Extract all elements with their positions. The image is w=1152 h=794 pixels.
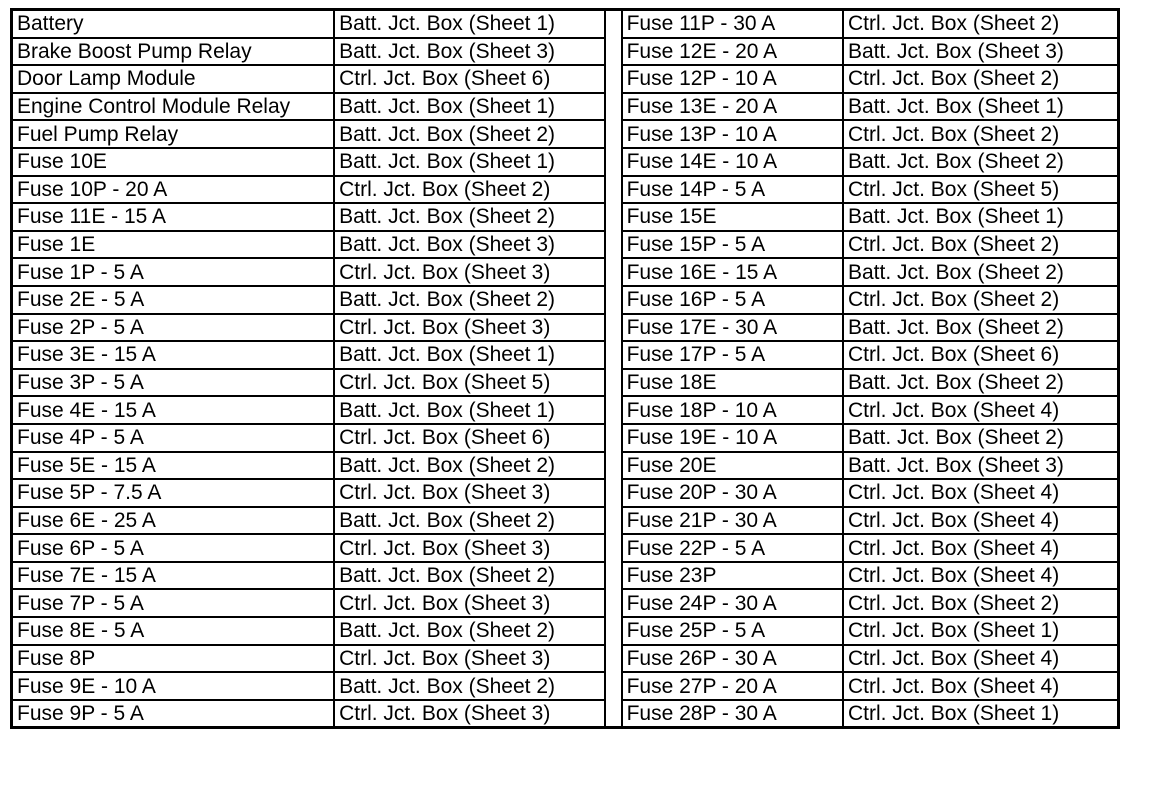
left-component-location: Batt. Jct. Box (Sheet 2) <box>334 507 604 535</box>
left-component-location: Ctrl. Jct. Box (Sheet 3) <box>334 534 604 562</box>
table-row <box>12 148 1119 176</box>
column-gap <box>605 617 622 645</box>
right-component-name: Fuse 15E <box>622 203 843 231</box>
right-component-location: Ctrl. Jct. Box (Sheet 4) <box>843 534 1119 562</box>
right-component-location: Ctrl. Jct. Box (Sheet 2) <box>843 120 1119 148</box>
left-component-location: Ctrl. Jct. Box (Sheet 3) <box>334 645 604 673</box>
right-component-name: Fuse 20P - 30 A <box>622 479 843 507</box>
left-component-location: Batt. Jct. Box (Sheet 2) <box>334 286 604 314</box>
right-component-location: Ctrl. Jct. Box (Sheet 4) <box>843 672 1119 700</box>
left-component-name: Fuel Pump Relay <box>12 120 335 148</box>
column-gap <box>605 672 622 700</box>
right-component-name: Fuse 18P - 10 A <box>622 396 843 424</box>
left-component-location: Batt. Jct. Box (Sheet 3) <box>334 231 604 259</box>
right-component-name: Fuse 12E - 20 A <box>622 38 843 66</box>
column-gap <box>605 589 622 617</box>
left-component-name: Brake Boost Pump Relay <box>12 38 335 66</box>
right-component-location: Batt. Jct. Box (Sheet 3) <box>843 452 1119 480</box>
left-component-location: Batt. Jct. Box (Sheet 2) <box>334 672 604 700</box>
right-component-location: Batt. Jct. Box (Sheet 2) <box>843 424 1119 452</box>
right-component-location: Ctrl. Jct. Box (Sheet 2) <box>843 65 1119 93</box>
component-location-index <box>10 8 1120 780</box>
left-component-name: Fuse 5E - 15 A <box>12 452 335 480</box>
right-component-location: Ctrl. Jct. Box (Sheet 1) <box>843 700 1119 728</box>
table-row <box>12 258 1119 286</box>
column-gap <box>605 286 622 314</box>
table-row <box>12 452 1119 480</box>
left-component-location: Ctrl. Jct. Box (Sheet 3) <box>334 479 604 507</box>
table-row <box>12 314 1119 342</box>
right-component-location: Ctrl. Jct. Box (Sheet 2) <box>843 286 1119 314</box>
left-component-name: Fuse 4P - 5 A <box>12 424 335 452</box>
column-gap <box>605 369 622 397</box>
table-row <box>12 10 1119 38</box>
table-row <box>12 534 1119 562</box>
column-gap <box>605 148 622 176</box>
column-gap <box>605 10 622 38</box>
left-component-name: Fuse 4E - 15 A <box>12 396 335 424</box>
right-component-name: Fuse 14P - 5 A <box>622 176 843 204</box>
table-row <box>12 93 1119 121</box>
right-component-name: Fuse 15P - 5 A <box>622 231 843 259</box>
table-row <box>12 286 1119 314</box>
left-component-location: Batt. Jct. Box (Sheet 1) <box>334 10 604 38</box>
table-row <box>12 424 1119 452</box>
right-component-name: Fuse 11P - 30 A <box>622 10 843 38</box>
right-component-location: Ctrl. Jct. Box (Sheet 4) <box>843 562 1119 590</box>
table-body <box>12 10 1119 728</box>
right-component-location: Batt. Jct. Box (Sheet 2) <box>843 369 1119 397</box>
column-gap <box>605 203 622 231</box>
right-component-name: Fuse 17E - 30 A <box>622 314 843 342</box>
table-row <box>12 700 1119 728</box>
left-component-name: Fuse 11E - 15 A <box>12 203 335 231</box>
right-component-name: Fuse 25P - 5 A <box>622 617 843 645</box>
table-row <box>12 341 1119 369</box>
left-component-name: Fuse 9P - 5 A <box>12 700 335 728</box>
right-component-location: Ctrl. Jct. Box (Sheet 2) <box>843 231 1119 259</box>
column-gap <box>605 700 622 728</box>
right-component-name: Fuse 12P - 10 A <box>622 65 843 93</box>
right-component-name: Fuse 19E - 10 A <box>622 424 843 452</box>
left-component-name: Fuse 5P - 7.5 A <box>12 479 335 507</box>
left-component-name: Fuse 6P - 5 A <box>12 534 335 562</box>
table-row <box>12 562 1119 590</box>
column-gap <box>605 507 622 535</box>
table-row <box>12 479 1119 507</box>
table-row <box>12 672 1119 700</box>
component-location-table <box>10 8 1120 729</box>
table-row <box>12 38 1119 66</box>
column-gap <box>605 534 622 562</box>
right-component-location: Ctrl. Jct. Box (Sheet 4) <box>843 396 1119 424</box>
column-gap <box>605 645 622 673</box>
right-component-location: Ctrl. Jct. Box (Sheet 4) <box>843 507 1119 535</box>
left-component-name: Fuse 3E - 15 A <box>12 341 335 369</box>
right-component-location: Ctrl. Jct. Box (Sheet 4) <box>843 479 1119 507</box>
right-component-name: Fuse 26P - 30 A <box>622 645 843 673</box>
left-component-location: Batt. Jct. Box (Sheet 2) <box>334 562 604 590</box>
left-component-name: Fuse 10E <box>12 148 335 176</box>
left-component-location: Batt. Jct. Box (Sheet 2) <box>334 120 604 148</box>
left-component-name: Fuse 6E - 25 A <box>12 507 335 535</box>
left-component-name: Fuse 8P <box>12 645 335 673</box>
left-component-location: Ctrl. Jct. Box (Sheet 5) <box>334 369 604 397</box>
left-component-name: Fuse 1P - 5 A <box>12 258 335 286</box>
right-component-name: Fuse 20E <box>622 452 843 480</box>
table-row <box>12 396 1119 424</box>
right-component-location: Batt. Jct. Box (Sheet 1) <box>843 203 1119 231</box>
right-component-location: Ctrl. Jct. Box (Sheet 4) <box>843 645 1119 673</box>
left-component-name: Fuse 3P - 5 A <box>12 369 335 397</box>
left-component-name: Fuse 2P - 5 A <box>12 314 335 342</box>
left-component-location: Ctrl. Jct. Box (Sheet 3) <box>334 700 604 728</box>
left-component-location: Ctrl. Jct. Box (Sheet 3) <box>334 258 604 286</box>
table-row <box>12 617 1119 645</box>
column-gap <box>605 176 622 204</box>
left-component-name: Fuse 7E - 15 A <box>12 562 335 590</box>
right-component-location: Ctrl. Jct. Box (Sheet 2) <box>843 10 1119 38</box>
column-gap <box>605 258 622 286</box>
left-component-name: Fuse 1E <box>12 231 335 259</box>
left-component-location: Batt. Jct. Box (Sheet 1) <box>334 93 604 121</box>
left-component-location: Batt. Jct. Box (Sheet 1) <box>334 341 604 369</box>
column-gap <box>605 562 622 590</box>
left-component-location: Ctrl. Jct. Box (Sheet 6) <box>334 424 604 452</box>
table-row <box>12 176 1119 204</box>
left-component-name: Battery <box>12 10 335 38</box>
table-row <box>12 231 1119 259</box>
column-gap <box>605 479 622 507</box>
left-component-location: Batt. Jct. Box (Sheet 1) <box>334 396 604 424</box>
right-component-location: Batt. Jct. Box (Sheet 2) <box>843 258 1119 286</box>
right-component-name: Fuse 22P - 5 A <box>622 534 843 562</box>
right-component-location: Batt. Jct. Box (Sheet 3) <box>843 38 1119 66</box>
left-component-location: Ctrl. Jct. Box (Sheet 2) <box>334 176 604 204</box>
right-component-name: Fuse 27P - 20 A <box>622 672 843 700</box>
right-component-name: Fuse 13P - 10 A <box>622 120 843 148</box>
table-row <box>12 65 1119 93</box>
right-component-name: Fuse 13E - 20 A <box>622 93 843 121</box>
column-gap <box>605 396 622 424</box>
right-component-location: Batt. Jct. Box (Sheet 2) <box>843 148 1119 176</box>
table-row <box>12 507 1119 535</box>
left-component-name: Fuse 7P - 5 A <box>12 589 335 617</box>
right-component-location: Ctrl. Jct. Box (Sheet 6) <box>843 341 1119 369</box>
table-row <box>12 120 1119 148</box>
right-component-location: Ctrl. Jct. Box (Sheet 1) <box>843 617 1119 645</box>
column-gap <box>605 452 622 480</box>
column-gap <box>605 65 622 93</box>
left-component-location: Batt. Jct. Box (Sheet 2) <box>334 203 604 231</box>
left-component-location: Ctrl. Jct. Box (Sheet 6) <box>334 65 604 93</box>
right-component-name: Fuse 16E - 15 A <box>622 258 843 286</box>
right-component-location: Batt. Jct. Box (Sheet 2) <box>843 314 1119 342</box>
column-gap <box>605 120 622 148</box>
right-component-name: Fuse 17P - 5 A <box>622 341 843 369</box>
right-component-location: Ctrl. Jct. Box (Sheet 5) <box>843 176 1119 204</box>
left-component-name: Fuse 10P - 20 A <box>12 176 335 204</box>
left-component-name: Door Lamp Module <box>12 65 335 93</box>
left-component-name: Fuse 2E - 5 A <box>12 286 335 314</box>
column-gap <box>605 93 622 121</box>
left-component-location: Batt. Jct. Box (Sheet 2) <box>334 617 604 645</box>
left-component-name: Engine Control Module Relay <box>12 93 335 121</box>
left-component-location: Batt. Jct. Box (Sheet 3) <box>334 38 604 66</box>
column-gap <box>605 424 622 452</box>
left-component-location: Batt. Jct. Box (Sheet 2) <box>334 452 604 480</box>
right-component-location: Ctrl. Jct. Box (Sheet 2) <box>843 589 1119 617</box>
right-component-name: Fuse 23P <box>622 562 843 590</box>
column-gap <box>605 231 622 259</box>
left-component-location: Batt. Jct. Box (Sheet 1) <box>334 148 604 176</box>
column-gap <box>605 314 622 342</box>
right-component-name: Fuse 21P - 30 A <box>622 507 843 535</box>
right-component-name: Fuse 24P - 30 A <box>622 589 843 617</box>
right-component-location: Batt. Jct. Box (Sheet 1) <box>843 93 1119 121</box>
left-component-location: Ctrl. Jct. Box (Sheet 3) <box>334 314 604 342</box>
table-row <box>12 645 1119 673</box>
left-component-location: Ctrl. Jct. Box (Sheet 3) <box>334 589 604 617</box>
right-component-name: Fuse 16P - 5 A <box>622 286 843 314</box>
left-component-name: Fuse 8E - 5 A <box>12 617 335 645</box>
table-row <box>12 589 1119 617</box>
table-row <box>12 203 1119 231</box>
right-component-name: Fuse 14E - 10 A <box>622 148 843 176</box>
right-component-name: Fuse 18E <box>622 369 843 397</box>
left-component-name: Fuse 9E - 10 A <box>12 672 335 700</box>
column-gap <box>605 341 622 369</box>
table-row <box>12 369 1119 397</box>
column-gap <box>605 38 622 66</box>
right-component-name: Fuse 28P - 30 A <box>622 700 843 728</box>
